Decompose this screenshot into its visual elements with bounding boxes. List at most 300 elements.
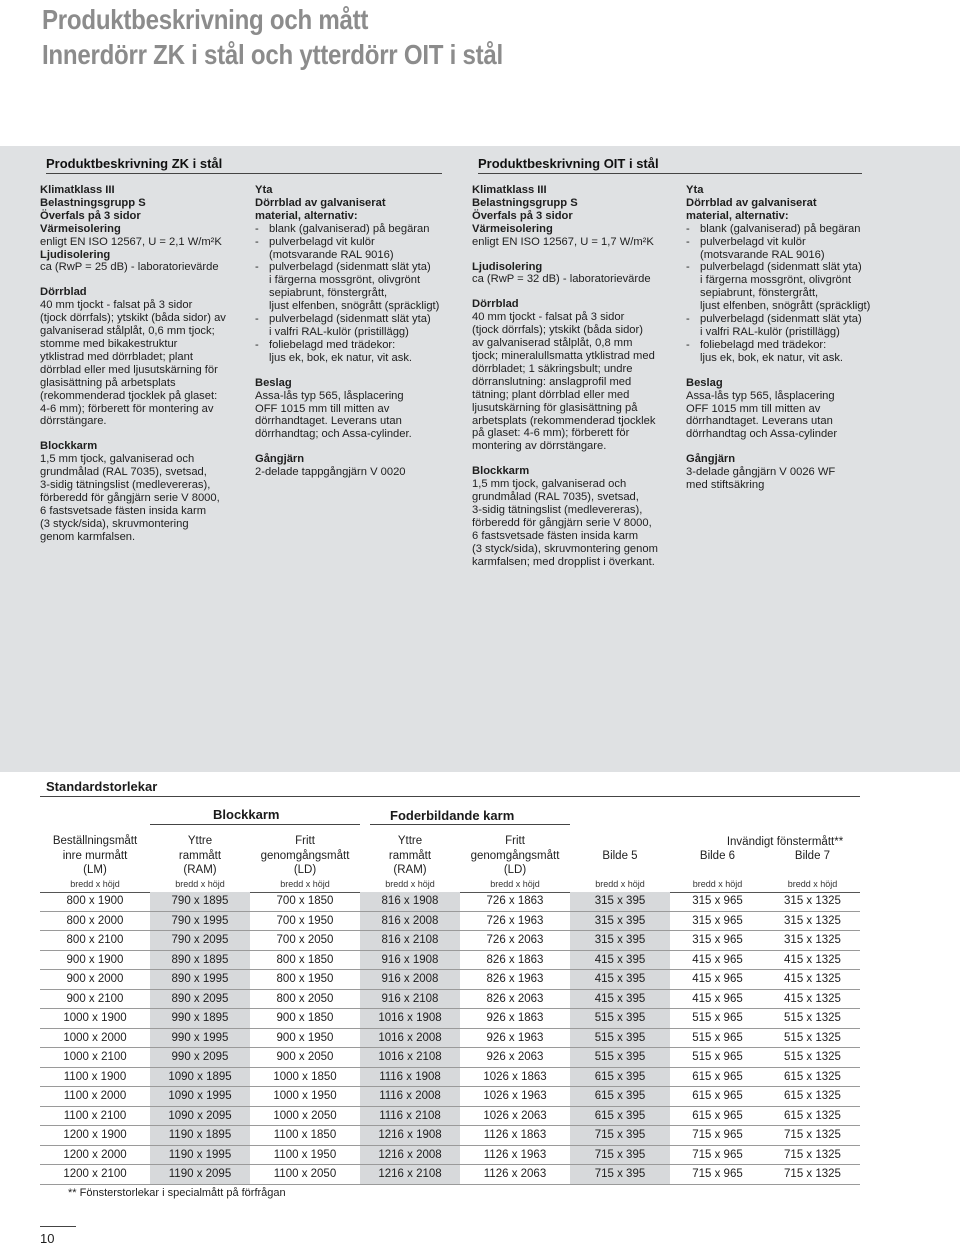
text-line: sepiabrunt, fönstergrått,	[700, 287, 819, 300]
list-item	[686, 339, 886, 352]
text-line: 40 mm tjockt - falsat på 3 sidor	[40, 299, 193, 312]
text-line: ca (RwP = 32 dB) - laboratorievärde	[472, 273, 651, 286]
column-subheader: bredd x höjd	[175, 879, 225, 889]
spacer	[472, 286, 677, 298]
table-cell: 826 x 1863	[460, 950, 570, 970]
column-header	[360, 834, 460, 878]
table-cell: 615 x 1325	[765, 1087, 860, 1107]
list-item-text: blank (galvaniserad) på begäran	[269, 222, 430, 235]
table-cell: 1026 x 1863	[460, 1067, 570, 1087]
text-line: i valfri RAL-kulör (pristillägg)	[700, 325, 840, 338]
table-cell: 800 x 2050	[250, 989, 360, 1009]
table-cell: 1100 x 2050	[250, 1165, 360, 1185]
list-item	[255, 223, 460, 236]
column-header-line: Yttre	[397, 835, 423, 847]
table-cell: 1016 x 1908	[360, 1009, 460, 1029]
list-item-text: foliebelagd med trädekor:	[700, 338, 827, 351]
bullet-dash: -	[255, 235, 259, 248]
table-cell: 615 x 965	[670, 1106, 765, 1126]
text-line: ytklistrad med dörrbladet; plant	[40, 350, 193, 363]
table-cell: 715 x 395	[570, 1145, 670, 1165]
column-header-line: rammått	[388, 849, 432, 862]
table-cell: 916 x 2108	[360, 989, 460, 1009]
spacer	[472, 249, 677, 261]
table-cell: 800 x 1950	[250, 970, 360, 990]
section-subheading: Överfals på 3 sidor	[40, 209, 141, 222]
table-cell: 1216 x 2008	[360, 1145, 460, 1165]
table-cell: 415 x 1325	[765, 950, 860, 970]
list-item	[686, 236, 886, 249]
section-subheading: Överfals på 3 sidor	[472, 209, 573, 222]
table-cell: 415 x 965	[670, 950, 765, 970]
column-header-line: rammått	[178, 849, 222, 862]
table-cell: 515 x 1325	[765, 1028, 860, 1048]
column-subheader: bredd x höjd	[385, 879, 435, 889]
table-cell: 1100 x 2100	[40, 1106, 150, 1126]
spacer	[472, 453, 677, 465]
table-cell: 615 x 1325	[765, 1106, 860, 1126]
text-line: enligt EN ISO 12567, U = 1,7 W/m²K	[472, 235, 654, 248]
table-cell: 1090 x 1995	[150, 1087, 250, 1107]
text-line: Assa-lås typ 565, låsplacering	[686, 389, 835, 402]
divider	[150, 824, 360, 825]
table-cell: 515 x 1325	[765, 1048, 860, 1068]
page-title-line1: Produktbeskrivning och mått	[42, 4, 369, 35]
table-cell: 1016 x 2108	[360, 1048, 460, 1068]
table-cell: 800 x 1900	[40, 892, 150, 911]
table-cell: 890 x 2095	[150, 989, 250, 1009]
list-item-text: pulverbelagd (sidenmatt slät yta)	[700, 261, 862, 274]
section-subheading: Dörrblad av galvaniserat	[686, 196, 817, 209]
bullet-dash: -	[686, 338, 690, 351]
table-cell: 1090 x 2095	[150, 1106, 250, 1126]
spacer	[686, 441, 886, 453]
text-line: tätning; plant dörrblad eller med	[472, 388, 630, 401]
table-cell: 1000 x 1850	[250, 1067, 360, 1087]
column-header-line: Bilde 7	[794, 849, 831, 862]
table-cell: 800 x 2000	[40, 911, 150, 931]
divider	[40, 1226, 76, 1227]
table-cell: 715 x 1325	[765, 1145, 860, 1165]
table-row	[40, 950, 860, 970]
table-cell: 926 x 1963	[460, 1028, 570, 1048]
section-subheading: Yta	[686, 184, 704, 196]
text-line: ljus ek, bok, ek natur, vit ask.	[269, 351, 413, 364]
column-header	[150, 834, 250, 878]
text-line: ca (RwP = 25 dB) - laboratorievärde	[40, 261, 219, 274]
table-cell: 800 x 1850	[250, 950, 360, 970]
table-cell: 615 x 395	[570, 1087, 670, 1107]
column-subheader: bredd x höjd	[490, 879, 540, 889]
table-row	[40, 989, 860, 1009]
text-line: dörrhandtaget. Leverans utan	[255, 415, 402, 428]
table-cell: 415 x 395	[570, 970, 670, 990]
column-header	[670, 834, 765, 878]
page-number: 10	[40, 1231, 55, 1246]
section-subheading: Ljudisolering	[472, 260, 543, 273]
table-cell: 900 x 2100	[40, 989, 150, 1009]
list-item-text: pulverbelagd vit kulör	[700, 235, 806, 248]
column-header-line	[570, 834, 670, 849]
table-cell: 615 x 1325	[765, 1067, 860, 1087]
footnote: ** Fönsterstorlekar i specialmått på förfrågan	[68, 1187, 286, 1199]
table-cell: 1100 x 1950	[250, 1145, 360, 1165]
column-header	[765, 834, 860, 878]
section-subheading: material, alternativ:	[255, 209, 358, 222]
table-cell: 900 x 2050	[250, 1048, 360, 1068]
bullet-dash: -	[255, 261, 259, 274]
text-line: i färgerna mossgrönt, olivgrönt	[269, 274, 421, 287]
text-line: dörrblad eller med ljusutskärning för	[40, 363, 218, 376]
text-line: grundmålad (RAL 7035), svetsad,	[472, 491, 639, 504]
page-title	[42, 2, 816, 72]
table-row	[40, 931, 860, 951]
text-line: OFF 1015 mm till mitten av	[686, 402, 821, 415]
table-cell: 816 x 2008	[360, 911, 460, 931]
table-cell: 515 x 395	[570, 1028, 670, 1048]
section-subheading: Yta	[255, 184, 273, 196]
column-subheader: bredd x höjd	[595, 879, 645, 889]
zk-column-1	[40, 184, 245, 544]
bullet-dash: -	[686, 261, 690, 274]
text-line: (3 styck/sida), skruvmontering	[40, 517, 189, 530]
column-header-line: (LM)	[83, 864, 107, 876]
text-line: i valfri RAL-kulör (pristillägg)	[269, 325, 409, 338]
column-subheader: bredd x höjd	[692, 879, 743, 889]
column-header-line: Bilde 5	[602, 849, 638, 862]
text-line: genom karmfalsen.	[40, 530, 136, 543]
text-line: dörrhandtag; och Assa-cylinder.	[255, 428, 412, 441]
text-line: förberedd för gångjärn serie V 8000,	[472, 516, 652, 529]
table-cell: 700 x 2050	[250, 931, 360, 951]
table-row	[40, 1145, 860, 1165]
table-cell: 900 x 1850	[250, 1009, 360, 1029]
column-header-line	[670, 863, 765, 878]
inv-fonstermatt-label: Invändigt fönstermått**	[726, 836, 844, 848]
section-subheading: Blockkarm	[472, 465, 530, 478]
section-subheading: material, alternativ:	[686, 209, 789, 222]
column-header	[40, 834, 150, 878]
bullet-dash: -	[686, 313, 690, 326]
table-cell: 790 x 1995	[150, 911, 250, 931]
table-cell: 1126 x 2063	[460, 1165, 570, 1185]
list-item-text: pulverbelagd (sidenmatt slät yta)	[269, 313, 431, 326]
column-header-line	[765, 834, 860, 849]
table-cell: 700 x 1850	[250, 892, 360, 911]
table-cell: 315 x 1325	[765, 911, 860, 931]
column-header	[460, 834, 570, 878]
oit-heading: Produktbeskrivning OIT i stål	[478, 156, 862, 174]
table-cell: 826 x 1963	[460, 970, 570, 990]
text-line: stomme med bikakestruktur	[40, 337, 178, 350]
text-line: (tjock dörrfals); ytskikt (båda sidor) av	[40, 312, 226, 325]
table-row	[40, 1126, 860, 1146]
table-cell: 1026 x 1963	[460, 1087, 570, 1107]
table-cell: 1200 x 2100	[40, 1165, 150, 1185]
list-item-text: pulverbelagd vit kulör	[269, 235, 375, 248]
table-cell: 315 x 395	[570, 931, 670, 951]
table-row	[40, 970, 860, 990]
table-cell: 415 x 1325	[765, 970, 860, 990]
oit-column-1	[472, 184, 677, 568]
table-cell: 515 x 395	[570, 1048, 670, 1068]
text-line: dörrstängare.	[40, 415, 107, 428]
column-subheader: bredd x höjd	[70, 879, 120, 889]
text-line: i färgerna mossgrönt, olivgrönt	[700, 274, 852, 287]
text-line: ljust elfenben, snögrått (spräckligt)	[269, 300, 440, 313]
table-cell: 515 x 965	[670, 1048, 765, 1068]
table-cell: 826 x 2063	[460, 989, 570, 1009]
text-line: ljusutskärning för glasisättning på	[472, 401, 638, 414]
table-cell: 415 x 965	[670, 970, 765, 990]
column-header-line: inre murmått	[62, 849, 128, 862]
list-item	[686, 261, 886, 274]
table-cell: 315 x 965	[670, 892, 765, 911]
section-subheading: Dörrblad av galvaniserat	[255, 196, 386, 209]
table-cell: 315 x 965	[670, 931, 765, 951]
zk-column-2	[255, 184, 460, 479]
table-row	[40, 1087, 860, 1107]
column-header-line	[670, 834, 765, 849]
group-foderbildande: Foderbildande karm	[390, 808, 515, 823]
column-header-line: (LD)	[503, 864, 527, 876]
table-cell: 1116 x 2108	[360, 1106, 460, 1126]
table-cell: 715 x 965	[670, 1145, 765, 1165]
table-cell: 715 x 395	[570, 1165, 670, 1185]
table-cell: 1200 x 1900	[40, 1126, 150, 1146]
text-line: 3-sidig tätningslist (medlevereras),	[472, 503, 643, 516]
section-subheading: Gångjärn	[255, 453, 305, 466]
table-cell: 1100 x 1850	[250, 1126, 360, 1146]
table-cell: 715 x 395	[570, 1126, 670, 1146]
spacer	[40, 274, 245, 286]
table-cell: 790 x 1895	[150, 892, 250, 911]
section-subheading: Beslag	[255, 376, 292, 389]
table-cell: 715 x 965	[670, 1126, 765, 1146]
text-line: på glaset: 4-6 mm); förberett för	[472, 427, 630, 440]
table-cell: 990 x 2095	[150, 1048, 250, 1068]
text-line: ljus ek, bok, ek natur, vit ask.	[700, 351, 844, 364]
table-cell: 890 x 1995	[150, 970, 250, 990]
table-cell: 800 x 2100	[40, 931, 150, 951]
column-header-line: genomgångsmått	[470, 849, 560, 862]
table-cell: 1200 x 2000	[40, 1145, 150, 1165]
text-line: (tjock dörrfals); ytskikt (båda sidor)	[472, 324, 643, 337]
table-cell: 715 x 1325	[765, 1165, 860, 1185]
text-line: förberedd för gångjärn serie V 8000,	[40, 491, 220, 504]
divider	[40, 796, 860, 797]
table-cell: 926 x 2063	[460, 1048, 570, 1068]
table-cell: 726 x 2063	[460, 931, 570, 951]
table-cell: 515 x 1325	[765, 1009, 860, 1029]
list-item	[255, 339, 460, 352]
table-cell: 1000 x 2050	[250, 1106, 360, 1126]
text-line: 6 fastsvetsade fästen insida karm	[40, 504, 207, 517]
bullet-dash: -	[255, 338, 259, 351]
text-line: galvaniserad stålplåt, 0,6 mm tjock;	[40, 325, 215, 338]
text-line: dörrbladet; 1 säkringsbult; undre	[472, 362, 633, 375]
text-line: 3-sidig tätningslist (medlevereras),	[40, 479, 211, 492]
spacer	[686, 365, 886, 377]
table-cell: 790 x 2095	[150, 931, 250, 951]
text-line: med stiftsäkring	[686, 479, 765, 492]
table-cell: 1000 x 2100	[40, 1048, 150, 1068]
table-cell: 1126 x 1963	[460, 1145, 570, 1165]
table-cell: 1000 x 2000	[40, 1028, 150, 1048]
column-header-line: Fritt	[295, 835, 315, 847]
table-row	[40, 911, 860, 931]
table-row	[40, 1067, 860, 1087]
table-cell: 900 x 1950	[250, 1028, 360, 1048]
spacer	[40, 428, 245, 440]
text-line: sepiabrunt, fönstergrått,	[269, 287, 388, 300]
section-subheading: Gångjärn	[686, 453, 736, 466]
table-cell: 1216 x 1908	[360, 1126, 460, 1146]
text-line: (motsvarande RAL 9016)	[700, 248, 825, 261]
text-line: dörrhandtag och Assa-cylinder	[686, 428, 838, 441]
table-cell: 315 x 395	[570, 911, 670, 931]
section-subheading: Klimatklass III	[40, 184, 115, 196]
text-line: enligt EN ISO 12567, U = 2,1 W/m²K	[40, 235, 222, 248]
section-subheading: Klimatklass III	[472, 184, 547, 196]
table-cell: 1090 x 1895	[150, 1067, 250, 1087]
text-line: dörranslutning: anslagprofil med	[472, 375, 632, 388]
column-header	[250, 834, 360, 878]
column-header	[570, 834, 670, 878]
text-line: 1,5 mm tjock, galvaniserad och	[40, 453, 195, 466]
table-cell: 615 x 395	[570, 1067, 670, 1087]
text-line: (motsvarande RAL 9016)	[269, 248, 394, 261]
list-item	[255, 236, 460, 249]
table-cell: 1190 x 1995	[150, 1145, 250, 1165]
text-line: 4-6 mm); förberett för montering av	[40, 402, 214, 415]
text-line: montering av dörrstängare.	[472, 440, 607, 453]
text-line: 2-delade tappgångjärn V 0020	[255, 466, 406, 479]
table-cell: 1190 x 2095	[150, 1165, 250, 1185]
table-cell: 900 x 1900	[40, 950, 150, 970]
text-line: 1,5 mm tjock, galvaniserad och	[472, 478, 627, 491]
table-cell: 1100 x 2000	[40, 1087, 150, 1107]
table-cell: 700 x 1950	[250, 911, 360, 931]
list-item	[255, 261, 460, 274]
list-item	[686, 313, 886, 326]
bullet-dash: -	[255, 222, 259, 235]
column-header-line	[570, 863, 670, 878]
table-cell: 1116 x 1908	[360, 1067, 460, 1087]
table-cell: 315 x 395	[570, 892, 670, 911]
table-cell: 615 x 395	[570, 1106, 670, 1126]
text-line: OFF 1015 mm till mitten av	[255, 402, 390, 415]
bullet-dash: -	[255, 313, 259, 326]
table-cell: 315 x 965	[670, 911, 765, 931]
column-header-line: Yttre	[187, 835, 213, 847]
section-subheading: Belastningsgrupp S	[472, 196, 578, 209]
standard-sizes-title: Standardstorlekar	[46, 779, 158, 794]
table-cell: 1126 x 1863	[460, 1126, 570, 1146]
oit-column-2	[686, 184, 886, 492]
column-header-line: (RAM)	[183, 864, 217, 876]
list-item	[255, 313, 460, 326]
table-cell: 415 x 1325	[765, 989, 860, 1009]
table-row	[40, 1048, 860, 1068]
table-row	[40, 1106, 860, 1126]
table-cell: 315 x 1325	[765, 892, 860, 911]
column-header-line: (RAM)	[393, 864, 427, 876]
table-cell: 1100 x 1900	[40, 1067, 150, 1087]
text-line: glasisättning på arbetsplats	[40, 376, 176, 389]
section-subheading: Värmeisolering	[472, 222, 553, 235]
table-cell: 1116 x 2008	[360, 1087, 460, 1107]
table-cell: 1190 x 1895	[150, 1126, 250, 1146]
text-line: 6 fastsvetsade fästen insida karm	[472, 529, 639, 542]
section-subheading: Värmeisolering	[40, 222, 121, 235]
table-cell: 1000 x 1900	[40, 1009, 150, 1029]
table-cell: 726 x 1863	[460, 892, 570, 911]
table-cell: 990 x 1895	[150, 1009, 250, 1029]
table-row	[40, 1165, 860, 1185]
table-cell: 615 x 965	[670, 1067, 765, 1087]
text-line: arbetsplats (rekommenderad tjocklek	[472, 414, 656, 427]
text-line: av galvaniserad stålplåt, 0,8 mm	[472, 337, 633, 350]
table-cell: 900 x 2000	[40, 970, 150, 990]
table-cell: 315 x 1325	[765, 931, 860, 951]
text-line: ljust elfenben, snögrått (spräckligt)	[700, 300, 871, 313]
table-cell: 890 x 1895	[150, 950, 250, 970]
table-row	[40, 892, 860, 911]
column-header-line: genomgångsmått	[260, 849, 350, 862]
column-header-line	[765, 863, 860, 878]
table-cell: 816 x 2108	[360, 931, 460, 951]
table-cell: 515 x 395	[570, 1009, 670, 1029]
table-cell: 415 x 965	[670, 989, 765, 1009]
table-cell: 1216 x 2108	[360, 1165, 460, 1185]
zk-heading: Produktbeskrivning ZK i stål	[46, 156, 442, 174]
column-subheader: bredd x höjd	[280, 879, 330, 889]
section-subheading: Blockkarm	[40, 440, 98, 453]
table-cell: 515 x 965	[670, 1028, 765, 1048]
list-item-text: pulverbelagd (sidenmatt slät yta)	[700, 313, 862, 326]
text-line: 40 mm tjockt - falsat på 3 sidor	[472, 311, 625, 324]
column-subheader: bredd x höjd	[787, 879, 838, 889]
text-line: tjock; mineralullsmatta ytklistrad med	[472, 349, 655, 362]
bullet-dash: -	[686, 235, 690, 248]
section-subheading: Dörrblad	[40, 286, 87, 299]
table-cell: 926 x 1863	[460, 1009, 570, 1029]
text-line: 3-delade gångjärn V 0026 WF	[686, 466, 836, 479]
list-item-text: pulverbelagd (sidenmatt slät yta)	[269, 261, 431, 274]
table-cell: 715 x 965	[670, 1165, 765, 1185]
list-item-text: blank (galvaniserad) på begäran	[700, 222, 861, 235]
sizes-table	[40, 892, 860, 1185]
table-cell: 715 x 1325	[765, 1126, 860, 1146]
table-cell: 415 x 395	[570, 950, 670, 970]
section-subheading: Belastningsgrupp S	[40, 196, 146, 209]
spacer	[255, 441, 460, 453]
table-cell: 990 x 1995	[150, 1028, 250, 1048]
table-cell: 916 x 2008	[360, 970, 460, 990]
table-cell: 1000 x 1950	[250, 1087, 360, 1107]
table-cell: 816 x 1908	[360, 892, 460, 911]
table-row	[40, 1028, 860, 1048]
table-cell: 916 x 1908	[360, 950, 460, 970]
table-cell: 1016 x 2008	[360, 1028, 460, 1048]
column-header-line: Beställningsmått	[52, 835, 138, 847]
group-blockkarm: Blockkarm	[213, 807, 280, 822]
list-item-text: foliebelagd med trädekor:	[269, 338, 396, 351]
column-header-line: Bilde 6	[699, 849, 736, 862]
list-item	[686, 223, 886, 236]
divider	[370, 824, 570, 825]
